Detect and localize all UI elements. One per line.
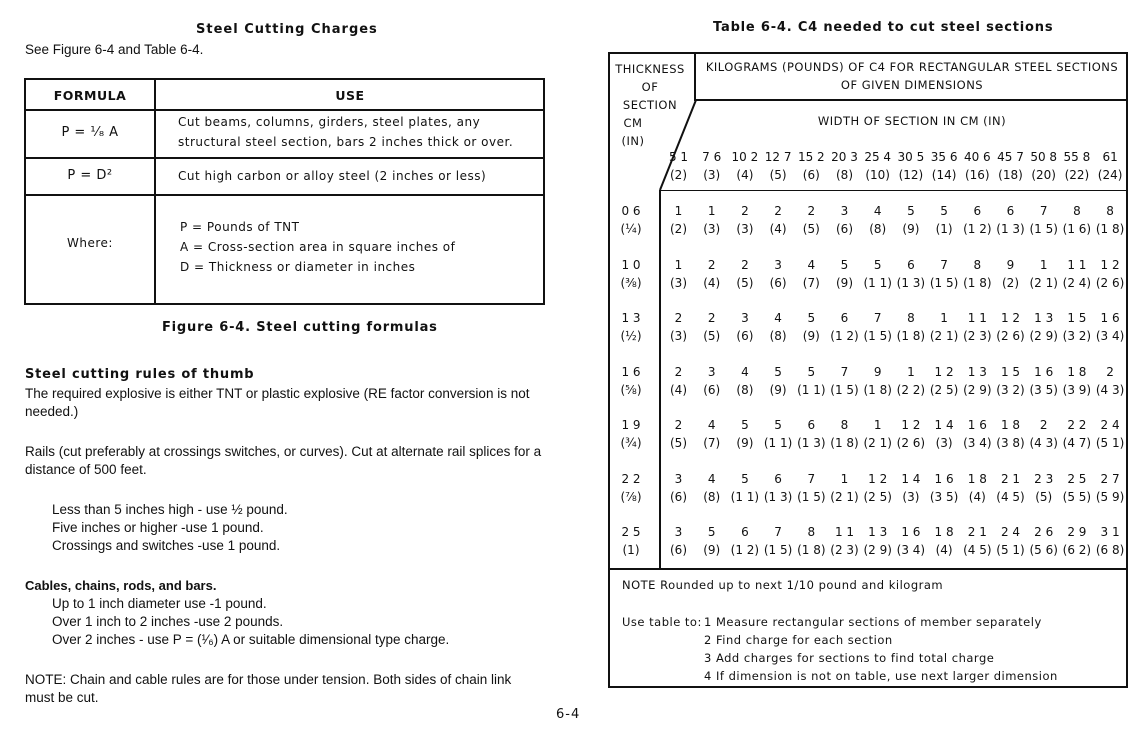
cables-heading: Cables, chains, rods, and bars. <box>25 578 217 593</box>
width-cm-label: 50 8 <box>1030 150 1058 164</box>
thickness-header: THICKNESS OF SECTION CM (IN) <box>615 62 685 148</box>
lb-cell: (6) <box>836 222 853 236</box>
kg-cell: 1 6 <box>901 525 921 539</box>
lb-cell: (2 1) <box>863 436 892 450</box>
lb-cell: (2 1) <box>830 489 859 504</box>
lb-cell: (9) <box>769 382 787 397</box>
width-cm-label: 25 4 <box>864 150 892 164</box>
c4-grid <box>610 54 1128 568</box>
kg-cell: 8 <box>907 311 915 325</box>
width-in-label: (18) <box>998 168 1023 182</box>
lb-cell: (6) <box>670 543 687 557</box>
kg-cell: 4 <box>707 471 716 486</box>
lb-cell: (7) <box>703 436 721 450</box>
rails-item: Five inches or higher -use 1 pound. <box>52 520 264 535</box>
kg-cell: 1 2 <box>901 418 921 432</box>
kg-cell: 1 1 <box>834 525 855 539</box>
chain-note: NOTE: Chain and cable rules are for those under tension. Both sides of chain link must be cut. <box>25 672 512 705</box>
lb-cell: (1 5) <box>830 382 859 397</box>
kg-cell: 1 <box>940 311 948 325</box>
thickness-in: (⅝) <box>620 382 642 397</box>
figure-caption: Figure 6-4. Steel cutting formulas <box>162 320 438 335</box>
kg-cell: 2 <box>707 311 716 325</box>
width-in-label: (6) <box>802 168 820 182</box>
lb-cell: (4 5) <box>963 543 992 557</box>
kg-cell: 1 8 <box>1067 364 1087 379</box>
lb-cell: (1 8) <box>797 543 826 557</box>
lb-cell: (3) <box>736 222 754 236</box>
lb-cell: (2 6) <box>896 436 926 450</box>
kg-cell: 1 3 <box>868 525 888 539</box>
use-beams-line2: structural steel section, bars 2 inches thick or over. <box>178 135 514 149</box>
thickness-in: (½) <box>620 329 642 343</box>
lb-cell: (4 3) <box>1029 436 1058 450</box>
lb-cell: (3 5) <box>1029 382 1058 397</box>
kg-cell: 7 <box>1039 204 1048 218</box>
thickness-cm: 1 0 <box>621 257 641 272</box>
lb-cell: (8) <box>736 382 754 397</box>
kg-cell: 1 3 <box>967 364 987 379</box>
lb-cell: (4) <box>935 543 953 557</box>
lb-cell: (1 8) <box>863 382 892 397</box>
width-in-label: (3) <box>703 168 721 182</box>
lb-cell: (5 1) <box>1095 436 1125 450</box>
lb-cell: (1 8) <box>830 436 859 450</box>
kg-cell: 8 <box>1073 204 1081 218</box>
use-column-header: USE <box>335 88 365 103</box>
lb-cell: (5 1) <box>996 543 1025 557</box>
thickness-cm: 1 6 <box>621 364 641 379</box>
width-cm-label: 55 8 <box>1063 150 1091 164</box>
kg-cell: 3 <box>840 204 849 218</box>
thickness-cm: 2 5 <box>621 525 641 539</box>
thickness-in: (¾) <box>620 436 642 450</box>
kg-cell: 1 <box>674 257 683 272</box>
lb-cell: (6) <box>769 275 787 290</box>
width-cm-label: 12 7 <box>764 150 792 164</box>
kg-cell: 4 <box>774 311 782 325</box>
width-in-label: (20) <box>1031 168 1056 182</box>
kg-cell: 1 6 <box>934 471 954 486</box>
lb-cell: (7) <box>802 275 820 290</box>
kg-cell: 2 <box>807 204 816 218</box>
lb-cell: (9) <box>736 436 754 450</box>
thickness-cm: 2 2 <box>621 471 641 486</box>
lb-cell: (9) <box>836 275 853 290</box>
rails-item: Less than 5 inches high - use ½ pound. <box>52 502 288 517</box>
kg-cell: 7 <box>807 471 816 486</box>
kg-cell: 9 <box>873 364 882 379</box>
where-d: D = Thickness or diameter in inches <box>180 260 416 274</box>
width-in-label: (14) <box>931 168 957 182</box>
thickness-cm: 1 3 <box>621 311 641 325</box>
lb-cell: (2) <box>1002 275 1019 290</box>
width-cm-label: 35 6 <box>930 150 958 164</box>
kg-cell: 5 <box>741 471 749 486</box>
kg-cell: 2 6 <box>1034 525 1054 539</box>
where-p: P = Pounds of TNT <box>180 220 300 234</box>
lb-cell: (4 5) <box>996 489 1025 504</box>
lb-cell: (2 2) <box>896 382 926 397</box>
kg-cell: 1 6 <box>967 418 987 432</box>
rules-heading: Steel cutting rules of thumb <box>25 367 255 382</box>
lb-cell: (1 8) <box>963 275 992 290</box>
kg-cell: 5 <box>774 418 782 432</box>
lb-cell: (2 5) <box>863 489 892 504</box>
kg-cell: 1 1 <box>967 311 987 325</box>
use-alloy: Cut high carbon or alloy steel (2 inches or less) <box>178 169 487 183</box>
width-cm-label: 45 7 <box>997 150 1024 164</box>
kg-cell: 5 <box>940 204 948 218</box>
lb-cell: (8) <box>869 222 887 236</box>
lb-cell: (2 9) <box>1029 329 1058 343</box>
width-in-label: (16) <box>964 168 990 182</box>
cables-item: Up to 1 inch diameter use -1 pound. <box>52 596 267 611</box>
kg-cell: 5 <box>707 525 716 539</box>
kg-cell: 1 3 <box>1034 311 1054 325</box>
lb-cell: (6) <box>736 329 754 343</box>
cables-item: Over 1 inch to 2 inches -use 2 pounds. <box>52 614 284 629</box>
kg-cell: 1 6 <box>1034 364 1054 379</box>
lb-cell: (4 3) <box>1095 382 1125 397</box>
lb-cell: (3 2) <box>996 382 1025 397</box>
kg-cell: 1 <box>873 418 882 432</box>
lb-cell: (3) <box>670 329 687 343</box>
use-table-label: Use table to: <box>622 615 702 629</box>
lb-cell: (1 6) <box>1062 222 1092 236</box>
formula-column-header: FORMULA <box>53 88 127 103</box>
use-step: 2 Find charge for each section <box>704 633 893 647</box>
kg-cell: 7 <box>840 364 849 379</box>
lb-cell: (2) <box>670 222 687 236</box>
lb-cell: (2 6) <box>996 329 1025 343</box>
lb-cell: (1 5) <box>797 489 826 504</box>
lb-cell: (5) <box>1035 489 1053 504</box>
width-cm-label: 20 3 <box>831 150 858 164</box>
kg-cell: 5 <box>741 418 749 432</box>
lb-cell: (1 3) <box>797 436 826 450</box>
kg-cell: 8 <box>1106 204 1114 218</box>
width-in-label: (22) <box>1064 168 1090 182</box>
lb-cell: (1 2) <box>730 543 760 557</box>
c4-table <box>608 52 1128 688</box>
kg-cell: 2 7 <box>1100 471 1120 486</box>
lb-cell: (1 1) <box>797 382 826 397</box>
lb-cell: (3) <box>902 489 920 504</box>
thickness-in: (⅜) <box>620 275 642 290</box>
kg-cell: 1 6 <box>1100 311 1120 325</box>
kg-cell: 2 1 <box>1000 471 1021 486</box>
lb-cell: (5) <box>736 275 754 290</box>
kg-cell: 2 4 <box>1100 418 1120 432</box>
lb-cell: (4) <box>968 489 986 504</box>
width-cm-label: 7 6 <box>702 150 722 164</box>
lb-cell: (1 3) <box>996 222 1025 236</box>
formula-alloy: P = D² <box>67 168 113 183</box>
lb-cell: (3 4) <box>896 543 926 557</box>
kg-cell: 5 <box>840 257 849 272</box>
lb-cell: (1 1) <box>763 436 793 450</box>
section-heading: Steel Cutting Charges <box>196 22 378 37</box>
kg-cell: 4 <box>873 204 882 218</box>
width-in-label: (10) <box>865 168 890 182</box>
kg-cell: 1 4 <box>901 471 921 486</box>
page-number: 6-4 <box>556 707 581 722</box>
lb-cell: (2 3) <box>963 329 992 343</box>
lb-cell: (3) <box>703 222 721 236</box>
figure-reference: See Figure 6-4 and Table 6-4. <box>25 42 204 57</box>
kg-header-line2: OF GIVEN DIMENSIONS <box>840 78 984 92</box>
lb-cell: (2 1) <box>929 329 959 343</box>
kg-cell: 1 8 <box>967 471 987 486</box>
kg-cell: 1 8 <box>934 525 954 539</box>
width-in-label: (4) <box>736 168 754 182</box>
kg-cell: 2 <box>674 311 683 325</box>
lb-cell: (2 6) <box>1095 275 1125 290</box>
thickness-in: (1) <box>622 543 640 557</box>
kg-cell: 2 2 <box>1067 418 1087 432</box>
thickness-cm: 1 9 <box>621 418 641 432</box>
table-note: NOTE Rounded up to next 1/10 pound and kilogram <box>622 578 944 592</box>
width-cm-label: 5 1 <box>668 150 689 164</box>
lb-cell: (1 5) <box>929 275 959 290</box>
lb-cell: (1 1) <box>863 275 892 290</box>
where-a: A = Cross-section area in square inches of <box>180 240 456 254</box>
kg-cell: 1 8 <box>1000 418 1021 432</box>
kg-cell: 6 <box>840 311 849 325</box>
kg-cell: 4 <box>741 364 749 379</box>
kg-cell: 1 1 <box>1067 257 1087 272</box>
lb-cell: (3 4) <box>1095 329 1125 343</box>
kg-cell: 1 4 <box>934 418 954 432</box>
kg-cell: 3 <box>674 525 683 539</box>
kg-cell: 1 <box>707 204 716 218</box>
kg-cell: 3 <box>707 364 716 379</box>
lb-cell: (4 7) <box>1062 436 1092 450</box>
lb-cell: (1) <box>935 222 953 236</box>
lb-cell: (1 8) <box>1095 222 1125 236</box>
lb-cell: (2 1) <box>1029 275 1058 290</box>
lb-cell: (2 4) <box>1062 275 1092 290</box>
lb-cell: (1 5) <box>763 543 793 557</box>
lb-cell: (1 2) <box>830 329 859 343</box>
lb-cell: (2 9) <box>963 382 992 397</box>
width-in-label: (5) <box>769 168 787 182</box>
kg-cell: 1 <box>907 364 915 379</box>
lb-cell: (1 3) <box>763 489 793 504</box>
thickness-in: (⅞) <box>620 489 642 504</box>
kg-cell: 6 <box>1006 204 1015 218</box>
kg-cell: 2 <box>741 257 749 272</box>
thickness-cm: 0 6 <box>621 204 641 218</box>
thickness-in: (¼) <box>620 222 642 236</box>
lb-cell: (5 5) <box>1062 489 1092 504</box>
table-title: Table 6-4. C4 needed to cut steel sections <box>713 20 1054 35</box>
lb-cell: (1 3) <box>896 275 926 290</box>
lb-cell: (2 3) <box>830 543 859 557</box>
lb-cell: (9) <box>703 543 721 557</box>
lb-cell: (6) <box>670 489 687 504</box>
width-cm-label: 30 5 <box>897 150 925 164</box>
lb-cell: (6) <box>703 382 721 397</box>
kg-cell: 4 <box>707 418 716 432</box>
use-beams-line1: Cut beams, columns, girders, steel plates, any <box>178 115 481 129</box>
formula-beams: P = ¹⁄₈ A <box>61 125 119 140</box>
kg-cell: 1 2 <box>868 471 888 486</box>
formula-table <box>24 78 545 305</box>
kg-cell: 1 2 <box>1000 311 1021 325</box>
kg-cell: 2 <box>741 204 749 218</box>
rails-item: Crossings and switches -use 1 pound. <box>52 538 281 553</box>
lb-cell: (3 8) <box>996 436 1025 450</box>
kg-cell: 1 2 <box>934 364 954 379</box>
lb-cell: (5) <box>802 222 820 236</box>
lb-cell: (4) <box>703 275 721 290</box>
kg-cell: 3 <box>774 257 782 272</box>
rules-intro: The required explosive is either TNT or plastic explosive (RE factor conversion is not needed.) <box>25 386 530 419</box>
lb-cell: (9) <box>902 222 920 236</box>
lb-cell: (1 5) <box>863 329 892 343</box>
lb-cell: (4) <box>769 222 787 236</box>
kg-cell: 1 <box>840 471 849 486</box>
kg-cell: 8 <box>840 418 849 432</box>
kg-cell: 3 <box>741 311 749 325</box>
lb-cell: (8) <box>703 489 721 504</box>
lb-cell: (4) <box>670 382 687 397</box>
width-header: WIDTH OF SECTION IN CM (IN) <box>817 114 1007 128</box>
kg-cell: 2 5 <box>1067 471 1087 486</box>
lb-cell: (6 8) <box>1095 543 1125 557</box>
lb-cell: (6 2) <box>1062 543 1092 557</box>
kg-cell: 2 <box>1039 418 1048 432</box>
lb-cell: (1 8) <box>896 329 926 343</box>
kg-cell: 5 <box>873 257 882 272</box>
width-in-label: (24) <box>1097 168 1123 182</box>
kg-cell: 5 <box>907 204 915 218</box>
width-cm-label: 40 6 <box>963 150 991 164</box>
kg-cell: 7 <box>873 311 882 325</box>
kg-cell: 8 <box>807 525 816 539</box>
lb-cell: (5 9) <box>1095 489 1125 504</box>
kg-cell: 2 <box>1106 364 1114 379</box>
kg-cell: 2 3 <box>1034 471 1054 486</box>
width-in-label: (8) <box>836 168 853 182</box>
kg-cell: 6 <box>741 525 749 539</box>
lb-cell: (3 9) <box>1062 382 1092 397</box>
lb-cell: (1 1) <box>730 489 760 504</box>
where-label: Where: <box>67 236 113 250</box>
kg-cell: 2 <box>674 418 683 432</box>
kg-cell: 5 <box>774 364 782 379</box>
kg-cell: 6 <box>774 471 782 486</box>
lb-cell: (3 5) <box>929 489 959 504</box>
kg-cell: 1 2 <box>1100 257 1120 272</box>
lb-cell: (9) <box>802 329 820 343</box>
lb-cell: (8) <box>769 329 787 343</box>
kg-cell: 5 <box>807 311 816 325</box>
kg-cell: 2 <box>707 257 716 272</box>
lb-cell: (5) <box>703 329 721 343</box>
lb-cell: (2 5) <box>929 382 959 397</box>
kg-cell: 2 1 <box>967 525 987 539</box>
lb-cell: (3) <box>935 436 953 450</box>
kg-cell: 7 <box>940 257 948 272</box>
width-cm-label: 15 2 <box>797 150 825 164</box>
kg-cell: 1 <box>1039 257 1048 272</box>
width-in-label: (2) <box>670 168 687 182</box>
kg-cell: 3 1 <box>1100 525 1120 539</box>
kg-cell: 7 <box>774 525 782 539</box>
kg-cell: 1 <box>674 204 683 218</box>
lb-cell: (3) <box>670 275 687 290</box>
width-cm-label: 61 <box>1102 150 1118 164</box>
lb-cell: (3 4) <box>963 436 992 450</box>
kg-cell: 2 9 <box>1067 525 1087 539</box>
kg-cell: 8 <box>973 257 982 272</box>
use-step: 3 Add charges for sections to find total charge <box>704 651 995 665</box>
kg-cell: 6 <box>973 204 982 218</box>
lb-cell: (3 2) <box>1062 329 1092 343</box>
width-in-label: (12) <box>898 168 924 182</box>
kg-cell: 1 5 <box>1067 311 1087 325</box>
lb-cell: (1 5) <box>1029 222 1058 236</box>
kg-cell: 1 5 <box>1000 364 1021 379</box>
use-step: 1 Measure rectangular sections of member separately <box>704 615 1042 629</box>
kg-cell: 2 <box>774 204 782 218</box>
rails-text: Rails (cut preferably at crossings switches, or curves). Cut at alternate rail splices for a distance of 500 feet. <box>25 444 542 477</box>
lb-cell: (5 6) <box>1029 543 1058 557</box>
kg-cell: 3 <box>674 471 683 486</box>
kg-cell: 2 4 <box>1000 525 1021 539</box>
cables-item: Over 2 inches - use P = (¹⁄₆) A or suitable dimensional type charge. <box>52 632 450 647</box>
kg-cell: 5 <box>807 364 816 379</box>
width-cm-label: 10 2 <box>731 150 759 164</box>
kg-cell: 4 <box>807 257 816 272</box>
kg-cell: 2 <box>674 364 683 379</box>
use-step: 4 If dimension is not on table, use next larger dimension <box>704 669 1058 683</box>
kg-cell: 9 <box>1006 257 1015 272</box>
lb-cell: (1 2) <box>963 222 992 236</box>
kg-header-line1: KILOGRAMS (POUNDS) OF C4 FOR RECTANGULAR STEEL SECTIONS <box>705 60 1119 74</box>
lb-cell: (2 9) <box>863 543 892 557</box>
kg-cell: 6 <box>807 418 816 432</box>
kg-cell: 6 <box>907 257 915 272</box>
lb-cell: (5) <box>670 436 687 450</box>
